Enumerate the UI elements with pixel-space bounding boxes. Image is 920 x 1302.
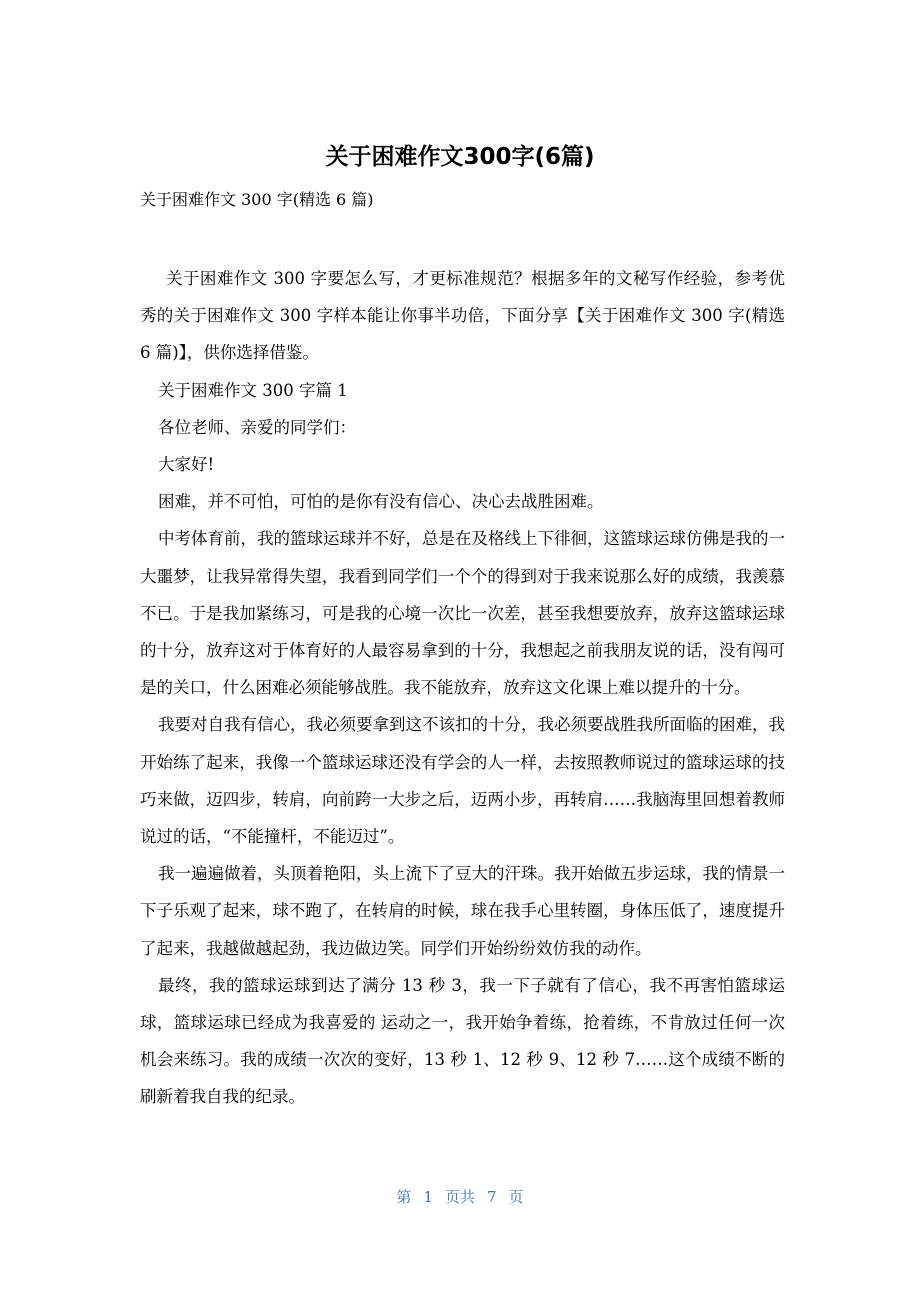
page-label-mid: 页共: [444, 1188, 475, 1206]
body-paragraph: 最终，我的篮球运球到达了满分 13 秒 3，我一下子就有了信心，我不再害怕篮球运球，篮球运球已经成为我喜爱的 运动之一，我开始争着练，抢着练，不肯放过任何一次机会来练习。我的成绩一次次的变好，13 秒 1、12 秒 9、12 秒 7……这个成绩不断的刷新着我自我的纪录。: [140, 975, 785, 1107]
document-body: [140, 260, 785, 1116]
intro-paragraph: 关于困难作文 300 字要怎么写，才更标准规范？根据多年的文秘写作经验，参考优秀的关于困难作文 300 字样本能让你事半功倍，下面分享【关于困难作文 300 字(精选 6 篇)】，供你选择借鉴。: [140, 269, 785, 363]
greeting-line: 大家好!: [158, 455, 215, 475]
body-paragraph: 中考体育前，我的篮球运球并不好，总是在及格线上下徘徊，这篮球运球仿佛是我的一大噩梦，让我异常得失望，我看到同学们一个个的得到对于我来说那么好的成绩，我羡慕不已。于是我加紧练习，可是我的心境一次比一次差，甚至我想要放弃，放弃这篮球运球的十分，放弃这对于体育好的人最容易拿到的十分，我想起之前我朋友说的话，没有闯可是的关口，什么困难必须能够战胜。我不能放弃，放弃这文化课上难以提升的十分。: [140, 529, 785, 698]
body-paragraph: 我一遍遍做着，头顶着艳阳，头上流下了豆大的汗珠。我开始做五步运球，我的情景一下子乐观了起来，球不跑了，在转肩的时候，球在我手心里转圈，身体压低了，速度提升了起来，我越做越起劲，我边做边笑。同学们开始纷纷效仿我的动作。: [140, 864, 785, 958]
page-label-suffix: 页: [508, 1188, 524, 1206]
section-heading: 关于困难作文 300 字篇 1: [158, 380, 348, 400]
document-subtitle: 关于困难作文 300 字(精选 6 篇): [140, 190, 374, 209]
body-paragraph: 困难，并不可怕，可怕的是你有没有信心、决心去战胜困难。: [158, 492, 604, 512]
total-pages-number: 7: [487, 1188, 497, 1206]
greeting-line: 各位老师、亲爱的同学们：: [158, 417, 356, 437]
page-footer: [0, 1186, 920, 1208]
document-title: 关于困难作文300字(6篇): [325, 144, 595, 170]
current-page-number: 1: [423, 1188, 433, 1206]
body-paragraph: 我要对自我有信心，我必须要拿到这不该扣的十分，我必须要战胜我所面临的困难，我开始练了起来，我像一个篮球运球还没有学会的人一样，去按照教师说过的篮球运球的技巧来做，迈四步，转肩，向前跨一大步之后，迈两小步，再转肩……我脑海里回想着教师说过的话，“不能撞杆，不能迈过”。: [140, 715, 785, 847]
page-label-prefix: 第: [396, 1188, 412, 1206]
